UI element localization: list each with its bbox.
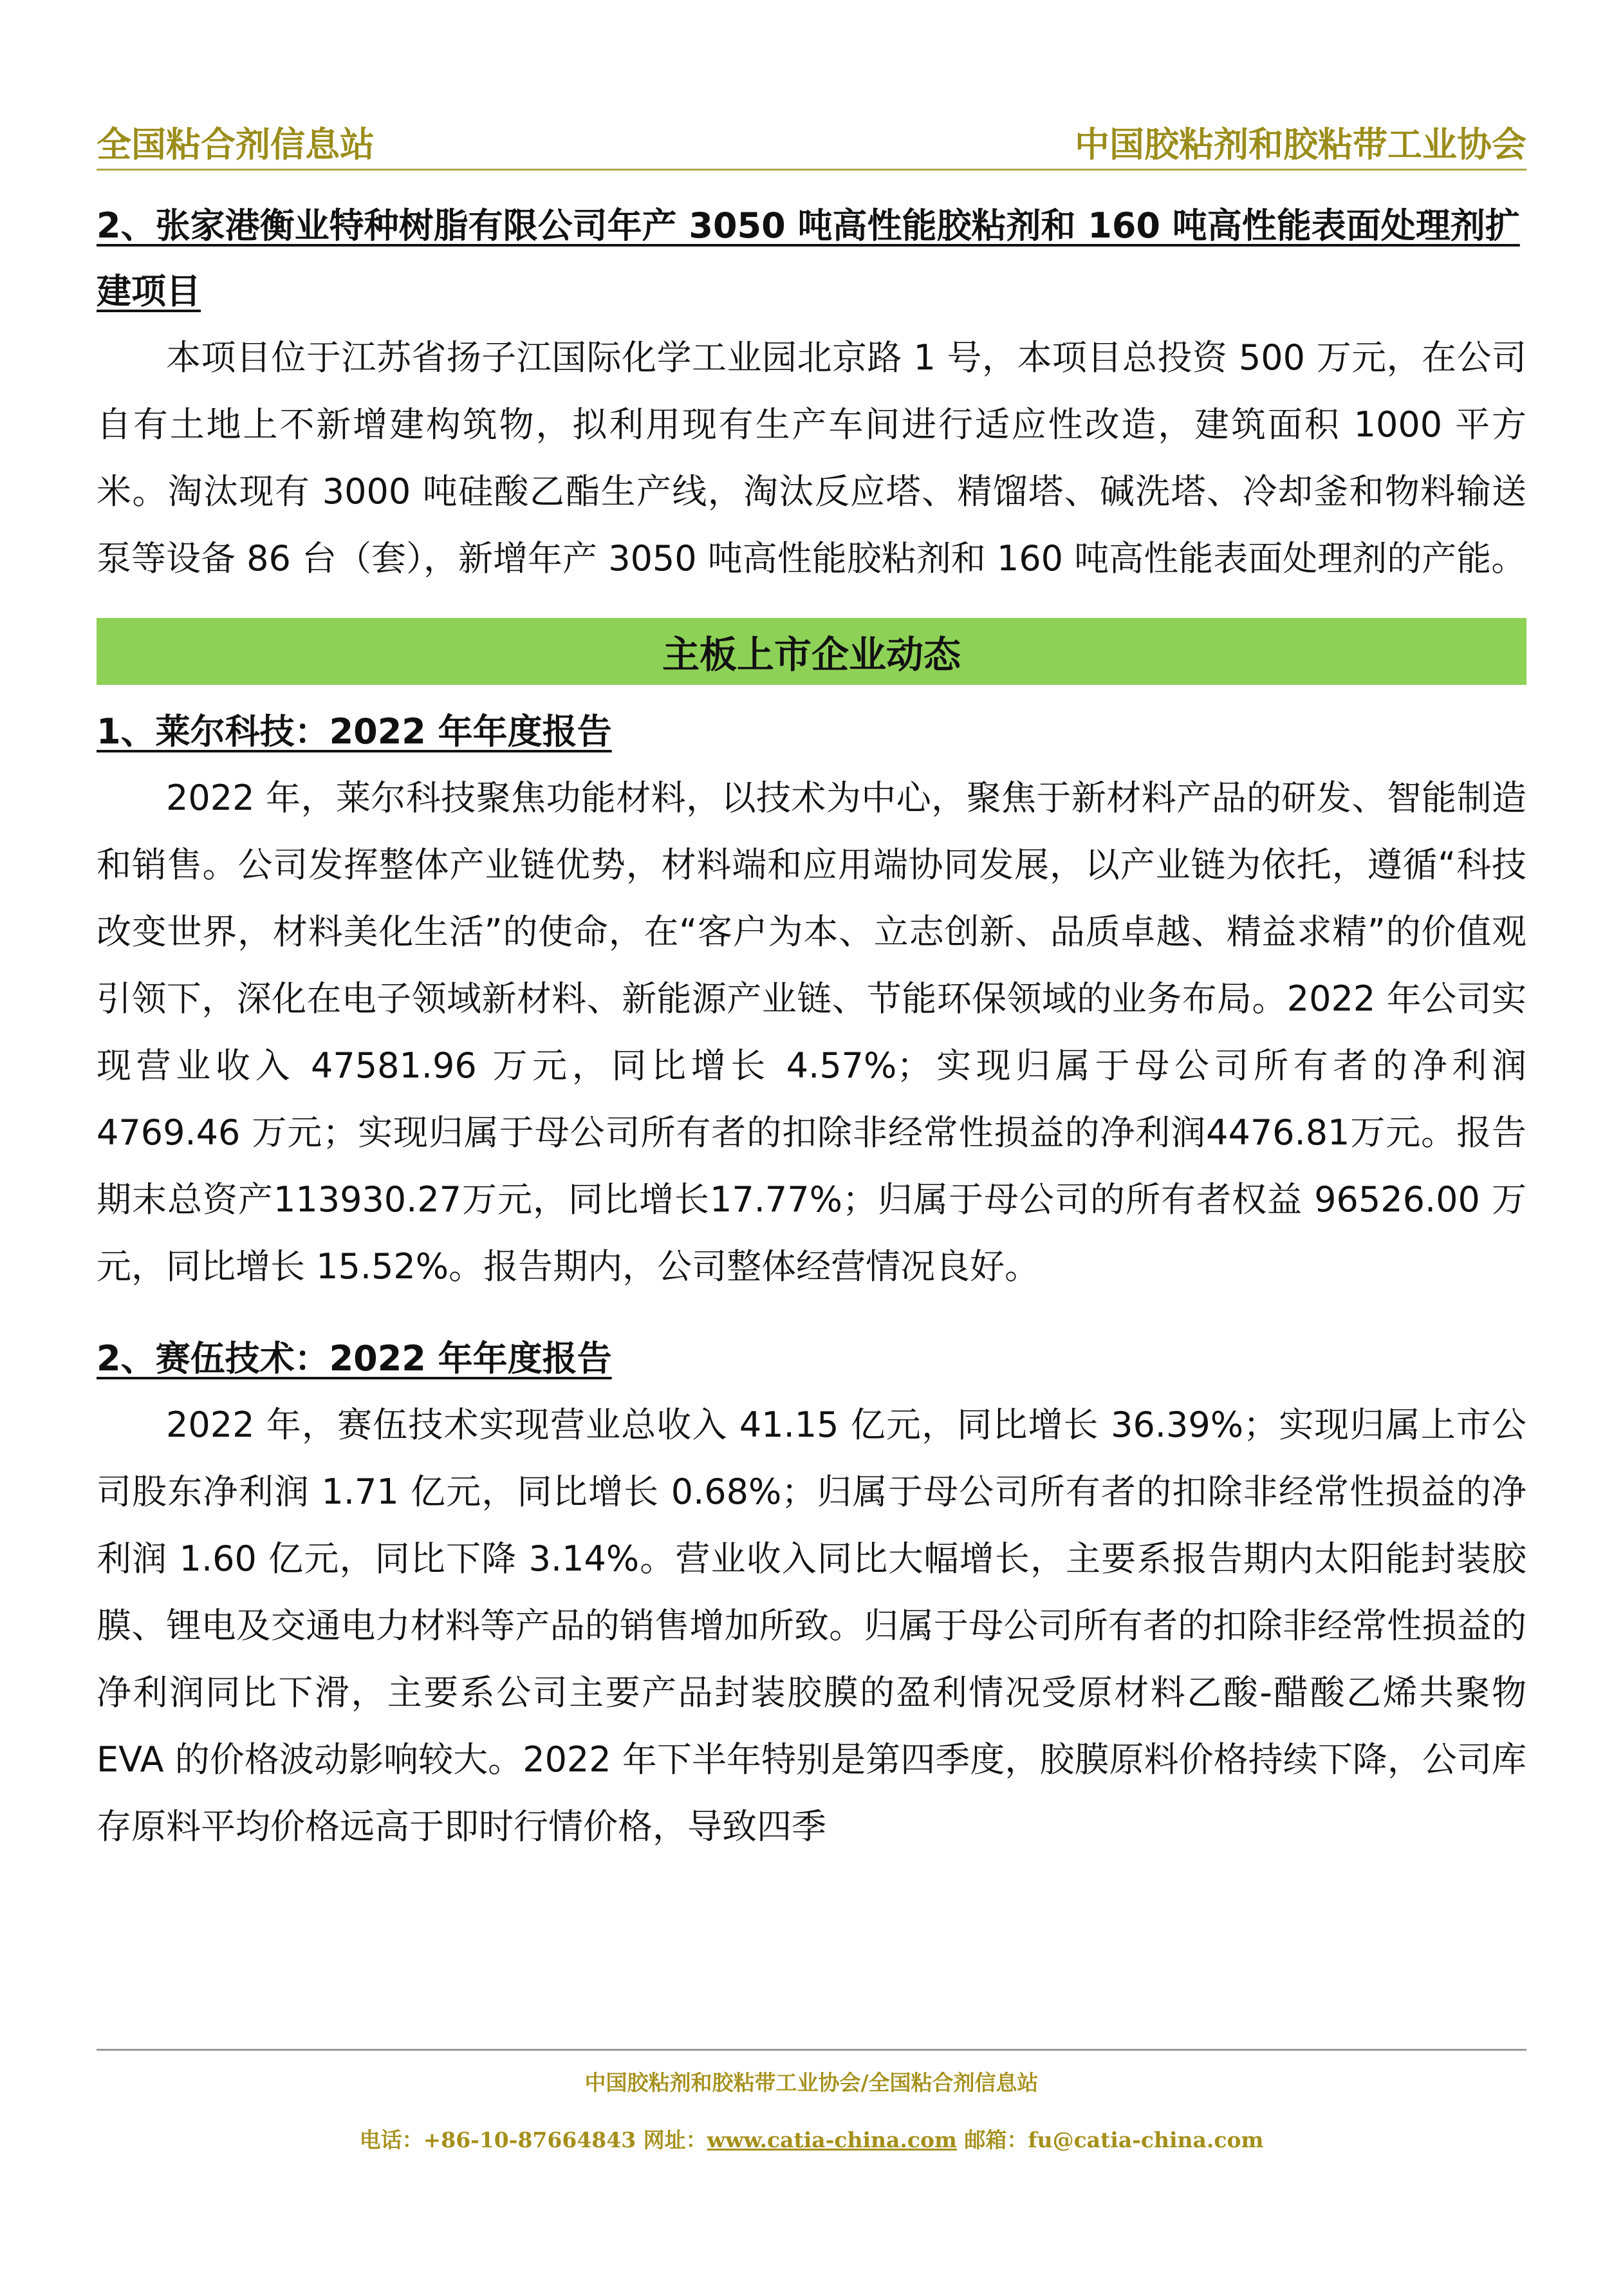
article-title: 2、赛伍技术：2022 年年度报告 — [97, 1338, 612, 1379]
article-title: 1、莱尔科技：2022 年年度报告 — [97, 711, 612, 752]
article-section-1 — [97, 193, 1526, 592]
header-association-name: 中国胶粘剂和胶粘带工业协会 — [1075, 124, 1526, 165]
footer-organization: 中国胶粘剂和胶粘带工业协会/全国粘合剂信息站 — [584, 2070, 1039, 2095]
article-section-2 — [97, 699, 1526, 1300]
banner-title: 主板上市企业动态 — [662, 633, 961, 677]
footer-email: 邮箱：fu@catia-china.com — [956, 2127, 1264, 2152]
footer-phone: 电话：+86-10-87664843 网址： — [359, 2127, 707, 2152]
spacer — [97, 1300, 1526, 1326]
article-body: 2022 年，赛伍技术实现营业总收入 41.15 亿元，同比增长 36.39%；实现归属上市公司股东净利润 1.71 亿元，同比增长 0.68%；归属于母公司所有者的扣除非经常性损益的净利润 1.60 亿元，同比下降 3.14%。营业收入同比大幅增长，主要系报告期内太阳能封装胶膜、锂电及交通电力材料等产品的销售增加所致。归属于母公司所有者的扣除非经常性损益的净利润同比下滑，主要系公司主要产品封装胶膜的盈利情况受原材料乙酸-醋酸乙烯共聚物 EVA 的价格波动影响较大。2022 年下半年特别是第四季度，胶膜原料价格持续下降，公司库存原料平均价格远高于即时行情价格，导致四季 — [97, 1405, 1526, 1847]
footer-contact — [97, 2123, 1526, 2154]
page-header — [97, 111, 1526, 171]
footer-website-link[interactable]: www.catia-china.com — [707, 2127, 957, 2152]
article-body: 2022 年，莱尔科技聚焦功能材料，以技术为中心，聚焦于新材料产品的研发、智能制造和销售。公司发挥整体产业链优势，材料端和应用端协同发展，以产业链为依托，遵循“科技改变世界，材料美化生活”的使命，在“客户为本、立志创新、品质卓越、精益求精”的价值观引领下，深化在电子领域新材料、新能源产业链、节能环保领域的业务布局。2022 年公司实现营业收入 47581.96 万元，同比增长 4.57%；实现归属于母公司所有者的净利润 4769.46 万元；实现归属于母公司所有者的扣除非经常性损益的净利润4476.81万元。报告期末总资产113930.27万元，同比增长17.77%；归属于母公司的所有者权益 96526.00 万元，同比增长 15.52%。报告期内，公司整体经营情况良好。 — [97, 778, 1526, 1287]
header-site-name: 全国粘合剂信息站 — [97, 124, 375, 165]
article-title: 2、张家港衡业特种树脂有限公司年产 3050 吨高性能胶粘剂和 160 吨高性能表面处理剂扩建项目 — [97, 205, 1520, 312]
section-banner — [97, 618, 1526, 685]
article-section-3 — [97, 1326, 1526, 1860]
main-content — [97, 193, 1526, 1860]
page-footer — [97, 2049, 1526, 2154]
article-body: 本项目位于江苏省扬子江国际化学工业园北京路 1 号，本项目总投资 500 万元，在公司自有土地上不新增建构筑物，拟利用现有生产车间进行适应性改造，建筑面积 1000 平方米。淘汰现有 3000 吨硅酸乙酯生产线，淘汰反应塔、精馏塔、碱洗塔、冷却釜和物料输送泵等设备 86 台（套），新增年产 3050 吨高性能胶粘剂和 160 吨高性能表面处理剂的产能。 — [97, 337, 1526, 579]
